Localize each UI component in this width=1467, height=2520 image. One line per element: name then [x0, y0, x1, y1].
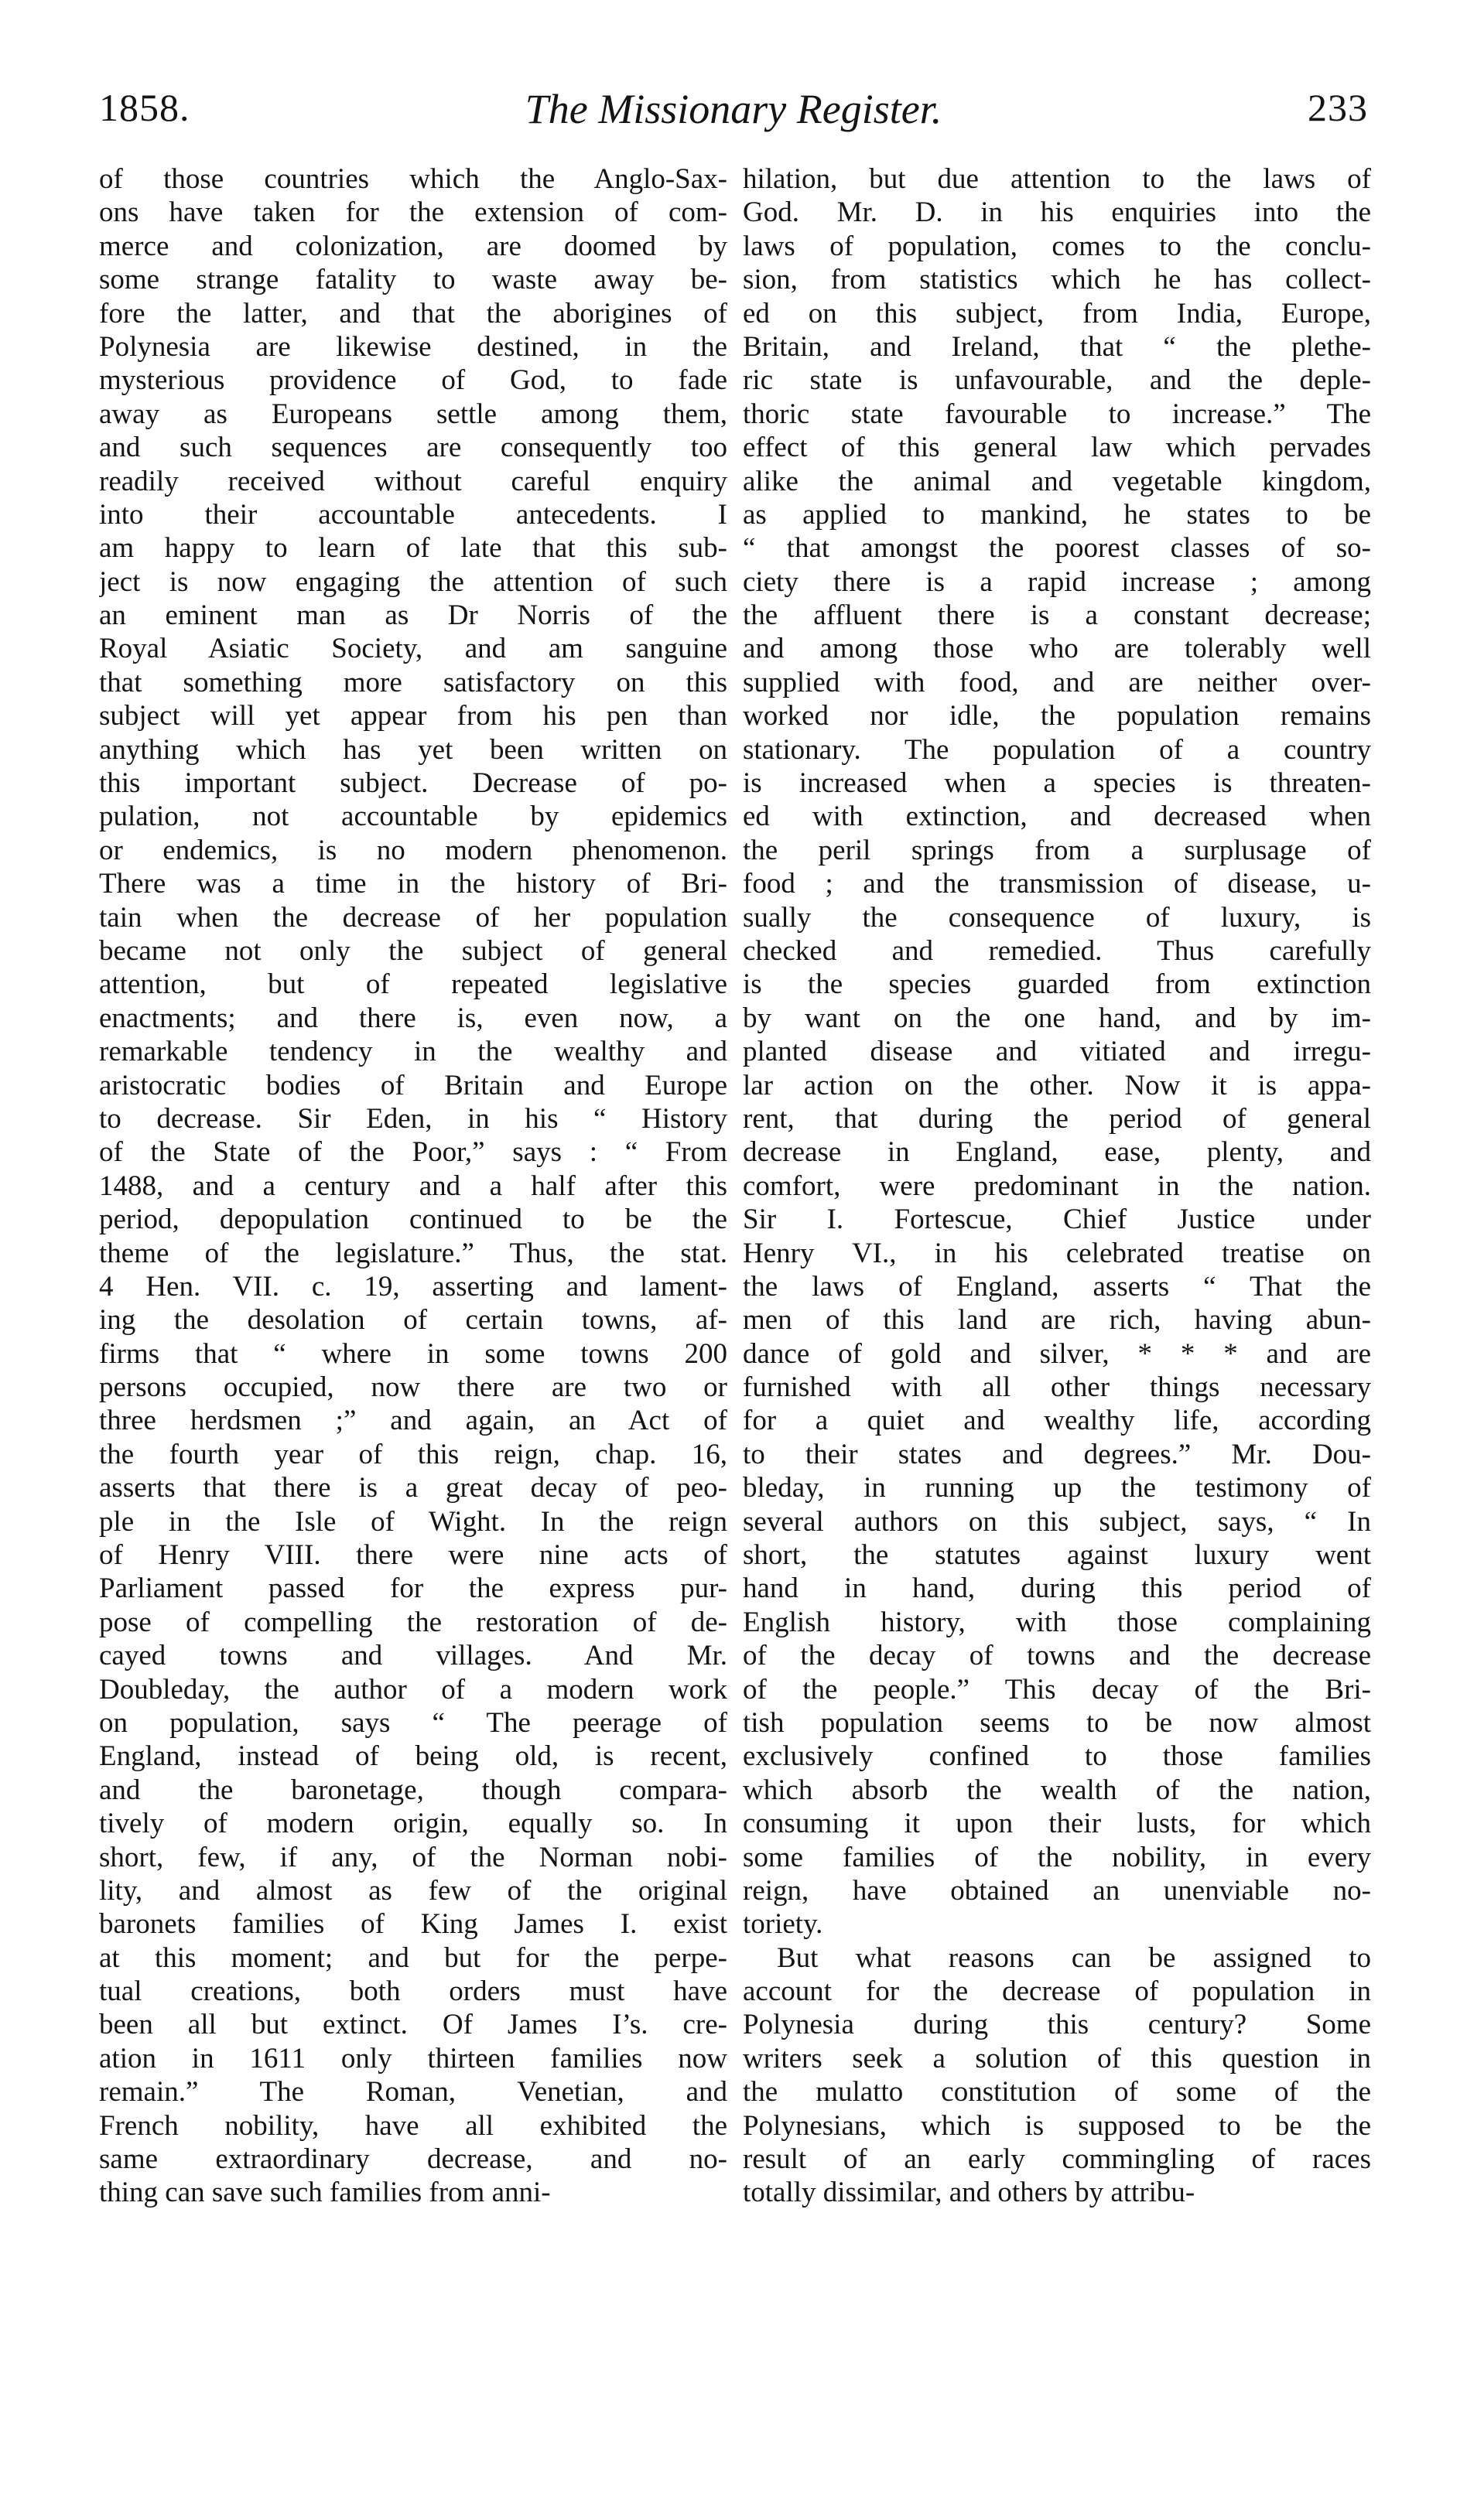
text-line: for a quiet and wealthy life, according: [743, 1405, 1371, 1437]
text-line: laws of population, comes to the conclu-: [743, 230, 1371, 262]
text-line: pulation, not accountable by epidemics: [99, 801, 727, 833]
text-line: of the people.” This decay of the Bri-: [743, 1673, 1371, 1706]
text-line: of Henry VIII. there were nine acts of: [99, 1539, 727, 1572]
text-line: lity, and almost as few of the original: [99, 1874, 727, 1907]
text-line: on population, says “ The peerage of: [99, 1706, 727, 1739]
text-line: consuming it upon their lusts, for which: [743, 1808, 1371, 1840]
text-line: pose of compelling the restoration of de-: [99, 1606, 727, 1638]
text-line: food ; and the transmission of disease, u-: [743, 868, 1371, 900]
text-line: became not only the subject of general: [99, 934, 727, 967]
text-line: cayed towns and villages. And Mr.: [99, 1640, 727, 1672]
text-line: effect of this general law which pervades: [743, 432, 1371, 464]
text-line: hilation, but due attention to the laws of: [743, 163, 1371, 195]
text-line: the mulatto constitution of some of the: [743, 2076, 1371, 2109]
text-line: an eminent man as Dr Norris of the: [99, 599, 727, 632]
text-line: the fourth year of this reign, chap. 16,: [99, 1438, 727, 1470]
text-line: decrease in England, ease, plenty, and: [743, 1136, 1371, 1169]
text-line: by want on the one hand, and by im-: [743, 1002, 1371, 1034]
text-line: and the baronetage, though compara-: [99, 1774, 727, 1806]
text-line: to their states and degrees.” Mr. Dou-: [743, 1438, 1371, 1470]
text-line: is increased when a species is threaten-: [743, 767, 1371, 800]
text-line: Polynesians, which is supposed to be the: [743, 2109, 1371, 2142]
text-line: sually the consequence of luxury, is: [743, 901, 1371, 934]
text-line: lar action on the other. Now it is appa-: [743, 1069, 1371, 1101]
text-line: remain.” The Roman, Venetian, and: [99, 2076, 727, 2109]
text-line: French nobility, have all exhibited the: [99, 2109, 727, 2142]
text-line: anything which has yet been written on: [99, 733, 727, 766]
text-line: Polynesia during this century? Some: [743, 2009, 1371, 2041]
text-line: totally dissimilar, and others by attribu-: [743, 2177, 1195, 2209]
text-line: ing the desolation of certain towns, af-: [99, 1304, 727, 1337]
text-line: short, the statutes against luxury went: [743, 1539, 1371, 1572]
text-line: the affluent there is a constant decrease;: [743, 599, 1371, 632]
text-line: men of this land are rich, having abun-: [743, 1304, 1371, 1337]
text-line: ciety there is a rapid increase ; among: [743, 565, 1371, 598]
text-line: ed with extinction, and decreased when: [743, 801, 1371, 833]
text-line: the laws of England, asserts “ That the: [743, 1270, 1371, 1303]
text-line: readily received without careful enquiry: [99, 465, 727, 497]
text-line: short, few, if any, of the Norman nobi-: [99, 1841, 727, 1873]
text-line: enactments; and there is, even now, a: [99, 1002, 727, 1034]
text-line: sion, from statistics which he has collect-: [743, 264, 1371, 296]
text-line: ation in 1611 only thirteen families now: [99, 2042, 727, 2074]
journal-title: The Missionary Register.: [525, 86, 942, 132]
text-line: Parliament passed for the express pur-: [99, 1572, 727, 1605]
text-line: subject will yet appear from his pen than: [99, 700, 727, 732]
text-line: comfort, were predominant in the nation.: [743, 1170, 1371, 1202]
text-line: fore the latter, and that the aborigines of: [99, 297, 727, 330]
text-line: ed on this subject, from India, Europe,: [743, 297, 1371, 330]
text-line: dance of gold and silver, * * * and are: [743, 1337, 1371, 1370]
text-line: writers seek a solution of this question in: [743, 2042, 1371, 2074]
text-line: But what reasons can be assigned to: [777, 1941, 1371, 1974]
text-line: hand in hand, during this period of: [743, 1572, 1371, 1605]
text-line: the peril springs from a surplusage of: [743, 834, 1371, 866]
text-line: that something more satisfactory on this: [99, 666, 727, 698]
text-line: to decrease. Sir Eden, in his “ History: [99, 1102, 727, 1135]
text-line: mysterious providence of God, to fade: [99, 364, 727, 397]
header-year: 1858.: [99, 86, 190, 129]
running-header: [99, 85, 1368, 155]
text-line: ple in the Isle of Wight. In the reign: [99, 1505, 727, 1538]
text-line: some strange fatality to waste away be-: [99, 264, 727, 296]
text-line: attention, but of repeated legislative: [99, 968, 727, 1001]
page-number: 233: [1308, 86, 1368, 129]
text-line: of those countries which the Anglo-Sax-: [99, 163, 727, 195]
text-line: or endemics, is no modern phenomenon.: [99, 834, 727, 866]
text-line: checked and remedied. Thus carefully: [743, 934, 1371, 967]
text-line: Polynesia are likewise destined, in the: [99, 330, 727, 363]
text-line: and among those who are tolerably well: [743, 633, 1371, 665]
right-text-column: [743, 162, 1371, 2210]
text-line: worked nor idle, the population remains: [743, 700, 1371, 732]
text-line: furnished with all other things necessary: [743, 1371, 1371, 1404]
text-line: bleday, in running up the testimony of: [743, 1472, 1371, 1504]
text-line: baronets families of King James I. exist: [99, 1908, 727, 1941]
text-line: ject is now engaging the attention of such: [99, 565, 727, 598]
text-line: result of an early commingling of races: [743, 2143, 1371, 2176]
text-line: three herdsmen ;” and again, an Act of: [99, 1405, 727, 1437]
text-line: account for the decrease of population in: [743, 1975, 1371, 2008]
text-line: thing can save such families from anni-: [99, 2177, 551, 2209]
text-line: remarkable tendency in the wealthy and: [99, 1036, 727, 1068]
text-line: stationary. The population of a country: [743, 733, 1371, 766]
text-line: at this moment; and but for the perpe-: [99, 1941, 727, 1974]
text-line: Henry VI., in his celebrated treatise on: [743, 1237, 1371, 1269]
text-line: been all but extinct. Of James I’s. cre-: [99, 2009, 727, 2041]
text-line: Doubleday, the author of a modern work: [99, 1673, 727, 1706]
text-line: English history, with those complaining: [743, 1606, 1371, 1638]
text-line: supplied with food, and are neither over-: [743, 666, 1371, 698]
text-line: persons occupied, now there are two or: [99, 1371, 727, 1404]
left-text-column: [99, 162, 727, 2210]
text-line: tain when the decrease of her population: [99, 901, 727, 934]
text-line: of the State of the Poor,” says : “ From: [99, 1136, 727, 1169]
text-line: Britain, and Ireland, that “ the plethe-: [743, 330, 1371, 363]
text-line: into their accountable antecedents. I: [99, 498, 727, 531]
text-line: aristocratic bodies of Britain and Europe: [99, 1069, 727, 1101]
text-line: merce and colonization, are doomed by: [99, 230, 727, 262]
text-line: planted disease and vitiated and irregu-: [743, 1036, 1371, 1068]
text-line: rent, that during the period of general: [743, 1102, 1371, 1135]
text-line: tively of modern origin, equally so. In: [99, 1808, 727, 1840]
text-line: period, depopulation continued to be the: [99, 1204, 727, 1236]
text-line: 1488, and a century and a half after this: [99, 1170, 727, 1202]
text-line: 4 Hen. VII. c. 19, asserting and lament-: [99, 1270, 727, 1303]
text-line: am happy to learn of late that this sub-: [99, 532, 727, 565]
text-line: Sir I. Fortescue, Chief Justice under: [743, 1204, 1371, 1236]
text-line: of the decay of towns and the decrease: [743, 1640, 1371, 1672]
text-line: exclusively confined to those families: [743, 1740, 1371, 1773]
text-line: Royal Asiatic Society, and am sanguine: [99, 633, 727, 665]
text-line: is the species guarded from extinction: [743, 968, 1371, 1001]
text-line: several authors on this subject, says, “ In: [743, 1505, 1371, 1538]
text-line: which absorb the wealth of the nation,: [743, 1774, 1371, 1806]
text-line: “ that amongst the poorest classes of so-: [743, 532, 1371, 565]
text-line: There was a time in the history of Bri-: [99, 868, 727, 900]
text-line: ons have taken for the extension of com-: [99, 196, 727, 229]
text-line: firms that “ where in some towns 200: [99, 1337, 727, 1370]
text-line: and such sequences are consequently too: [99, 432, 727, 464]
text-line: away as Europeans settle among them,: [99, 398, 727, 430]
text-line: alike the animal and vegetable kingdom,: [743, 465, 1371, 497]
text-line: as applied to mankind, he states to be: [743, 498, 1371, 531]
text-line: toriety.: [743, 1908, 823, 1941]
text-line: thoric state favourable to increase.” The: [743, 398, 1371, 430]
text-line: theme of the legislature.” Thus, the stat.: [99, 1237, 727, 1269]
text-line: tual creations, both orders must have: [99, 1975, 727, 2008]
text-line: some families of the nobility, in every: [743, 1841, 1371, 1873]
text-line: asserts that there is a great decay of peo-: [99, 1472, 727, 1504]
text-line: same extraordinary decrease, and no-: [99, 2143, 727, 2176]
text-line: reign, have obtained an unenviable no-: [743, 1874, 1371, 1907]
text-line: ric state is unfavourable, and the deple-: [743, 364, 1371, 397]
text-line: this important subject. Decrease of po-: [99, 767, 727, 800]
text-line: tish population seems to be now almost: [743, 1706, 1371, 1739]
text-line: England, instead of being old, is recent,: [99, 1740, 727, 1773]
text-line: God. Mr. D. in his enquiries into the: [743, 196, 1371, 229]
